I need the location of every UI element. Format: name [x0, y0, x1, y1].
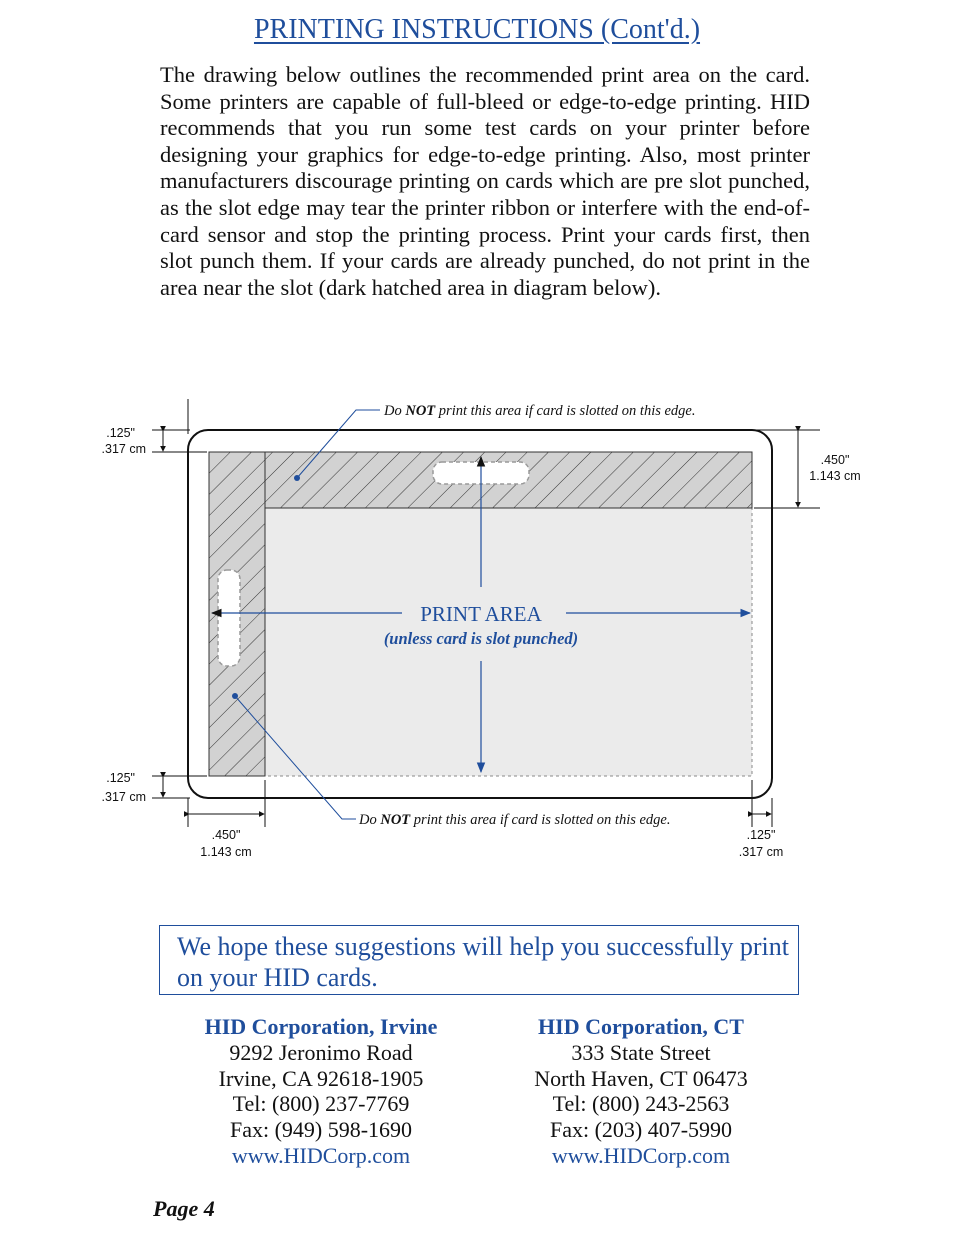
dim-bottom-a-cm: 1.143 cm [200, 845, 252, 859]
office-street: 333 State Street [571, 1039, 711, 1065]
top-callout-note: Do NOT print this area if card is slotted on this edge. [384, 403, 696, 419]
office-ct [491, 1014, 791, 1169]
office-website-link[interactable]: www.HIDCorp.com [551, 1142, 731, 1168]
dim-right-top-cm: 1.143 cm [809, 469, 861, 483]
office-name: HID Corporation, CT [538, 1014, 744, 1039]
office-website-link[interactable]: www.HIDCorp.com [231, 1142, 411, 1168]
office-city: Irvine, CA 92618-1905 [218, 1065, 424, 1091]
dim-bottom-b-in: .125" [746, 828, 776, 842]
office-tel: Tel: (800) 237-7769 [232, 1091, 410, 1117]
dim-bottom-left-in: .125" [106, 771, 135, 785]
left-slot [218, 570, 240, 666]
office-city: North Haven, CT 06473 [534, 1065, 748, 1091]
print-area-diagram [0, 385, 954, 885]
office-street: 9292 Jeronimo Road [229, 1039, 413, 1065]
dim-right-top-in: .450" [820, 453, 850, 467]
closing-note: We hope these suggestions will help you successfully print on your HID cards. [177, 932, 789, 992]
intro-paragraph: The drawing below outlines the recommended print area on the card. Some printers are capable of full-bleed or edge-to-edge printing. HID recommends that you run some test cards on your printer before designing your graphics for edge-to-edge printing. Also, most printer manufacturers discourage printing on cards which are pre slot punched, as the slot edge may tear the printer ribbon or interfere with the end-of-card sensor and stop the printing process. Print your cards first, then slot punch them. If your cards are already punched, do not print in the area near the slot (dark hatched area in diagram below). [160, 62, 810, 300]
print-area-label: PRINT AREA [420, 602, 542, 626]
page-title: PRINTING INSTRUCTIONS (Cont'd.) [253, 14, 701, 45]
office-fax: Fax: (203) 407-5990 [549, 1117, 733, 1143]
page-number: Page 4 [153, 1196, 215, 1221]
print-area-sublabel: (unless card is slot punched) [383, 629, 579, 648]
dim-bottom-a-in: .450" [211, 828, 241, 842]
dim-top-left-in: .125" [106, 426, 135, 440]
office-name: HID Corporation, Irvine [204, 1014, 438, 1039]
dim-top-left-cm: .317 cm [101, 442, 146, 456]
office-fax: Fax: (949) 598-1690 [229, 1117, 413, 1143]
dim-bottom-left-cm: .317 cm [101, 790, 146, 804]
office-tel: Tel: (800) 243-2563 [552, 1091, 730, 1117]
bottom-callout-note: Do NOT print this area if card is slotted on this edge. [359, 812, 671, 828]
closing-note-box [159, 925, 799, 995]
dim-bottom-b-cm: .317 cm [738, 845, 784, 859]
office-irvine [171, 1014, 471, 1169]
